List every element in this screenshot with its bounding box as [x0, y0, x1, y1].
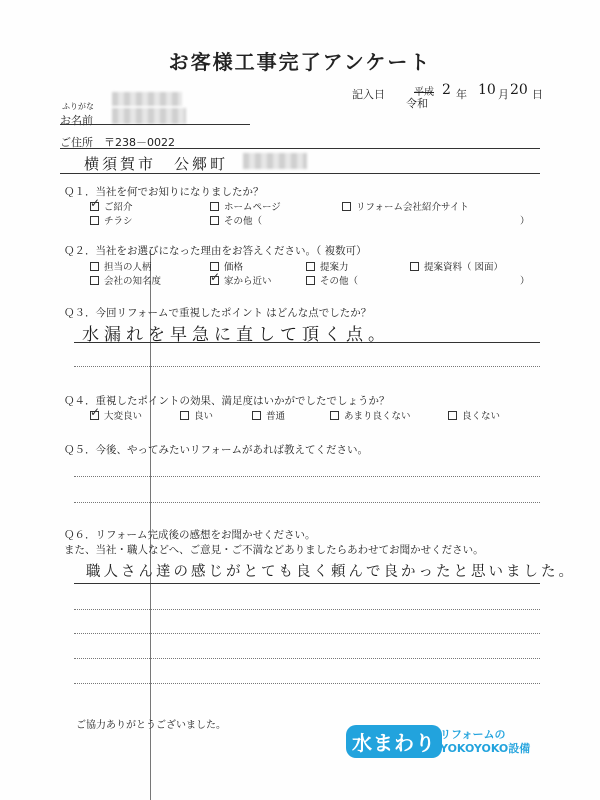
q5-line-1	[74, 476, 540, 477]
q1-site-label: リフォーム会社紹介サイト	[356, 202, 469, 213]
q4-bad-label: 良くない	[462, 411, 501, 422]
date-day-unit: 日	[532, 88, 543, 101]
q2-option-nearby[interactable]	[210, 273, 272, 287]
q4-average-label: 普通	[266, 411, 286, 422]
redacted-name	[112, 108, 186, 124]
q2-other-checkbox[interactable]	[306, 276, 315, 285]
q4-very-good-label: 大変良い	[104, 411, 143, 422]
address-handwritten: 横須賀市 公郷町	[84, 155, 229, 173]
name-underline	[60, 124, 250, 125]
era-printed: 平成	[414, 87, 434, 98]
q4-question: Ｑ４．重視したポイントの効果、満足度はいかがでしたでしょうか？	[64, 395, 390, 407]
q1-referral-checkbox[interactable]	[90, 202, 99, 211]
q2-option-other[interactable]	[306, 273, 358, 287]
q6-question: Ｑ６．リフォーム完成後の感想をお聞かせください。	[64, 529, 316, 541]
q2-nearby-label: 家から近い	[224, 276, 272, 287]
q6-line-3	[74, 633, 540, 634]
q2-question: Ｑ２．当社をお選びになった理由をお答えください。（ 複数可）	[64, 245, 367, 257]
q2-proposal-checkbox[interactable]	[306, 262, 315, 271]
q6-line-1	[74, 583, 540, 584]
q1-option-site[interactable]	[342, 199, 469, 213]
q4-good-checkbox[interactable]	[180, 411, 189, 420]
q5-question: Ｑ５．今後、やってみたいリフォームがあれば教えてください。	[64, 444, 368, 456]
q2-option-fame[interactable]	[90, 273, 161, 287]
q5-line-2	[74, 502, 540, 503]
q1-other-label: その他（	[224, 216, 263, 227]
furigana-label: ふりがな	[62, 102, 94, 111]
date-label: 記入日	[352, 88, 385, 101]
q4-not-so-good-checkbox[interactable]	[330, 411, 339, 420]
date-month: 10	[478, 82, 496, 98]
q4-option-bad[interactable]	[448, 408, 500, 422]
name-label: お名前	[60, 114, 93, 127]
q2-option-materials[interactable]	[410, 259, 503, 273]
q1-option-flyer[interactable]	[90, 213, 133, 227]
date-year: 2	[442, 82, 451, 98]
q3-line-1	[74, 342, 540, 343]
q4-not-so-good-label: あまり良くない	[344, 411, 411, 422]
company-logo-sub2: YOKOYOKO設備	[440, 742, 531, 755]
q3-answer: 水漏れを早急に直して頂く点。	[82, 325, 390, 345]
q4-average-checkbox[interactable]	[252, 411, 261, 420]
postal-code: 〒238－0022	[104, 136, 175, 149]
q2-fame-label: 会社の知名度	[104, 276, 162, 287]
q6-answer: 職人さん達の感じがとても良く頼んで良かったと思いました。	[86, 564, 576, 580]
q2-materials-checkbox[interactable]	[410, 262, 419, 271]
q6-subline: また、当社・職人などへ、ご意見・ご不満などありましたらあわせてお聞かせください。	[64, 544, 484, 556]
date-year-unit: 年	[456, 88, 467, 101]
q2-option-staff[interactable]	[90, 259, 152, 273]
q3-question: Ｑ３．今回リフォームで重視したポイント はどんな点でしたか？	[64, 307, 372, 319]
q1-homepage-label: ホームページ	[224, 202, 281, 213]
q1-other-checkbox[interactable]	[210, 216, 219, 225]
page-title: お客様工事完了アンケート	[168, 50, 432, 74]
q1-flyer-checkbox[interactable]	[90, 216, 99, 225]
q6-line-4	[74, 658, 540, 659]
date-month-unit: 月	[498, 88, 509, 101]
q6-line-5	[74, 683, 540, 684]
q1-flyer-label: チラシ	[104, 216, 133, 227]
q4-option-very-good[interactable]	[90, 408, 142, 422]
q2-other-label: その他（	[320, 276, 359, 287]
redacted-address	[243, 153, 307, 169]
q2-fame-checkbox[interactable]	[90, 276, 99, 285]
q2-option-proposal[interactable]	[306, 259, 349, 273]
company-logo-sub1: リフォームの	[440, 728, 506, 741]
q4-option-average[interactable]	[252, 408, 285, 422]
company-logo-main: 水まわり	[346, 725, 442, 758]
q6-line-2	[74, 609, 540, 610]
q2-other-close: ）	[520, 276, 530, 287]
q2-materials-label: 提案資料（ 図面）	[424, 262, 504, 273]
date-day: 20	[510, 82, 528, 98]
q4-bad-checkbox[interactable]	[448, 411, 457, 420]
q3-line-2	[74, 366, 540, 367]
q1-option-referral[interactable]	[90, 199, 133, 213]
q1-site-checkbox[interactable]	[342, 202, 351, 211]
q4-very-good-checkbox[interactable]	[90, 411, 99, 420]
q2-staff-checkbox[interactable]	[90, 262, 99, 271]
redacted-furigana	[112, 92, 182, 106]
q1-homepage-checkbox[interactable]	[210, 202, 219, 211]
thanks-text: ご協力ありがとうございました。	[76, 720, 226, 731]
q2-price-label: 価格	[224, 262, 244, 273]
q1-other-close: ）	[520, 216, 530, 227]
q2-nearby-checkbox[interactable]	[210, 276, 219, 285]
q2-proposal-label: 提案力	[320, 262, 349, 273]
q4-good-label: 良い	[194, 411, 214, 422]
q1-option-homepage[interactable]	[210, 199, 281, 213]
q1-question: Ｑ１．当社を何でお知りになりましたか？	[64, 186, 264, 198]
era-handwritten: 令和	[406, 97, 428, 110]
q4-option-good[interactable]	[180, 408, 213, 422]
q2-staff-label: 担当の人柄	[104, 262, 152, 273]
address-underline-1	[60, 148, 540, 149]
address-underline-2	[60, 173, 540, 174]
q1-option-other[interactable]	[210, 213, 262, 227]
address-label: ご住所	[60, 136, 93, 149]
q1-referral-label: ご紹介	[104, 202, 133, 213]
q4-option-not-so-good[interactable]	[330, 408, 411, 422]
